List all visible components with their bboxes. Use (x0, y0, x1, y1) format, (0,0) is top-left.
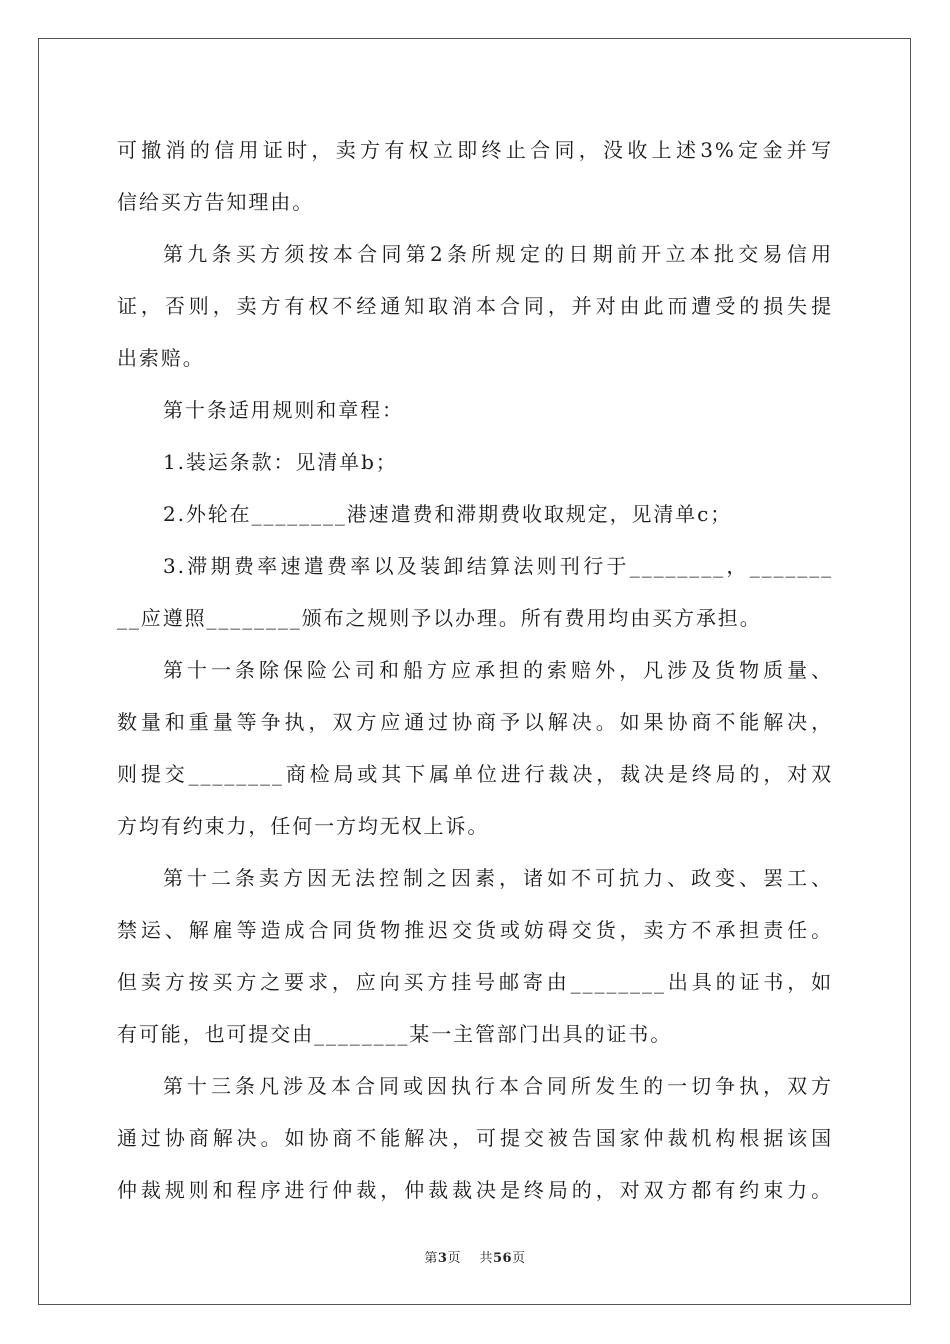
clause-item-3: 3.滞期费率速遣费率以及装卸结算法则刊行于________，_______ (163, 554, 833, 578)
page-number: 3 (437, 1251, 448, 1266)
page-footer (0, 1247, 950, 1266)
text-line: 方均有约束力，任何一方均无权上诉。 (117, 814, 490, 838)
text-line: 仲裁规则和程序进行仲裁，仲裁裁决是终局的，对双方都有约束力。 (117, 1178, 833, 1202)
text-line: __应遵照________颁布之规则予以办理。所有费用均由买方承担。 (117, 606, 762, 630)
clause-item-2: 2.外轮在________港速遣费和滞期费收取规定，见清单c； (163, 502, 733, 526)
text-line: 则提交________商检局或其下属单位进行裁决，裁决是终局的，对双 (117, 762, 833, 786)
text-line: 出索赔。 (117, 346, 205, 370)
page-suffix: 页 (447, 1251, 461, 1266)
text-line: 可撤消的信用证时，卖方有权立即终止合同，没收上述3%定金并写 (117, 138, 833, 162)
total-pages: 56 (493, 1251, 513, 1266)
text-line: 但卖方按买方之要求，应向买方挂号邮寄由________出具的证书，如 (117, 970, 833, 994)
document-body (117, 124, 833, 1216)
text-line: 证，否则，卖方有权不经通知取消本合同，并对由此而遭受的损失提 (117, 294, 833, 318)
paragraph-11-line: 第十一条除保险公司和船方应承担的索赔外，凡涉及货物质量、 (163, 658, 833, 682)
clause-item-1: 1.装运条款：见清单b； (163, 450, 398, 474)
paragraph-9-line: 第九条买方须按本合同第2条所规定的日期前开立本批交易信用 (163, 242, 833, 266)
page-prefix: 第 (424, 1251, 438, 1266)
text-line: 通过协商解决。如协商不能解决，可提交被告国家仲裁机构根据该国 (117, 1126, 833, 1150)
total-prefix: 共 (479, 1251, 493, 1266)
text-line: 禁运、解雇等造成合同货物推迟交货或妨碍交货，卖方不承担责任。 (117, 918, 833, 942)
paragraph-12-line: 第十二条卖方因无法控制之因素，诸如不可抗力、政变、罢工、 (163, 866, 833, 890)
text-line: 有可能，也可提交由________某一主管部门出具的证书。 (117, 1022, 673, 1046)
text-line: 信给买方告知理由。 (117, 190, 315, 214)
total-suffix: 页 (512, 1251, 526, 1266)
text-line: 数量和重量等争执，双方应通过协商予以解决。如果协商不能解决， (117, 710, 833, 734)
paragraph-10-heading: 第十条适用规则和章程： (163, 398, 404, 422)
paragraph-13-line: 第十三条凡涉及本合同或因执行本合同所发生的一切争执，双方 (163, 1074, 833, 1098)
